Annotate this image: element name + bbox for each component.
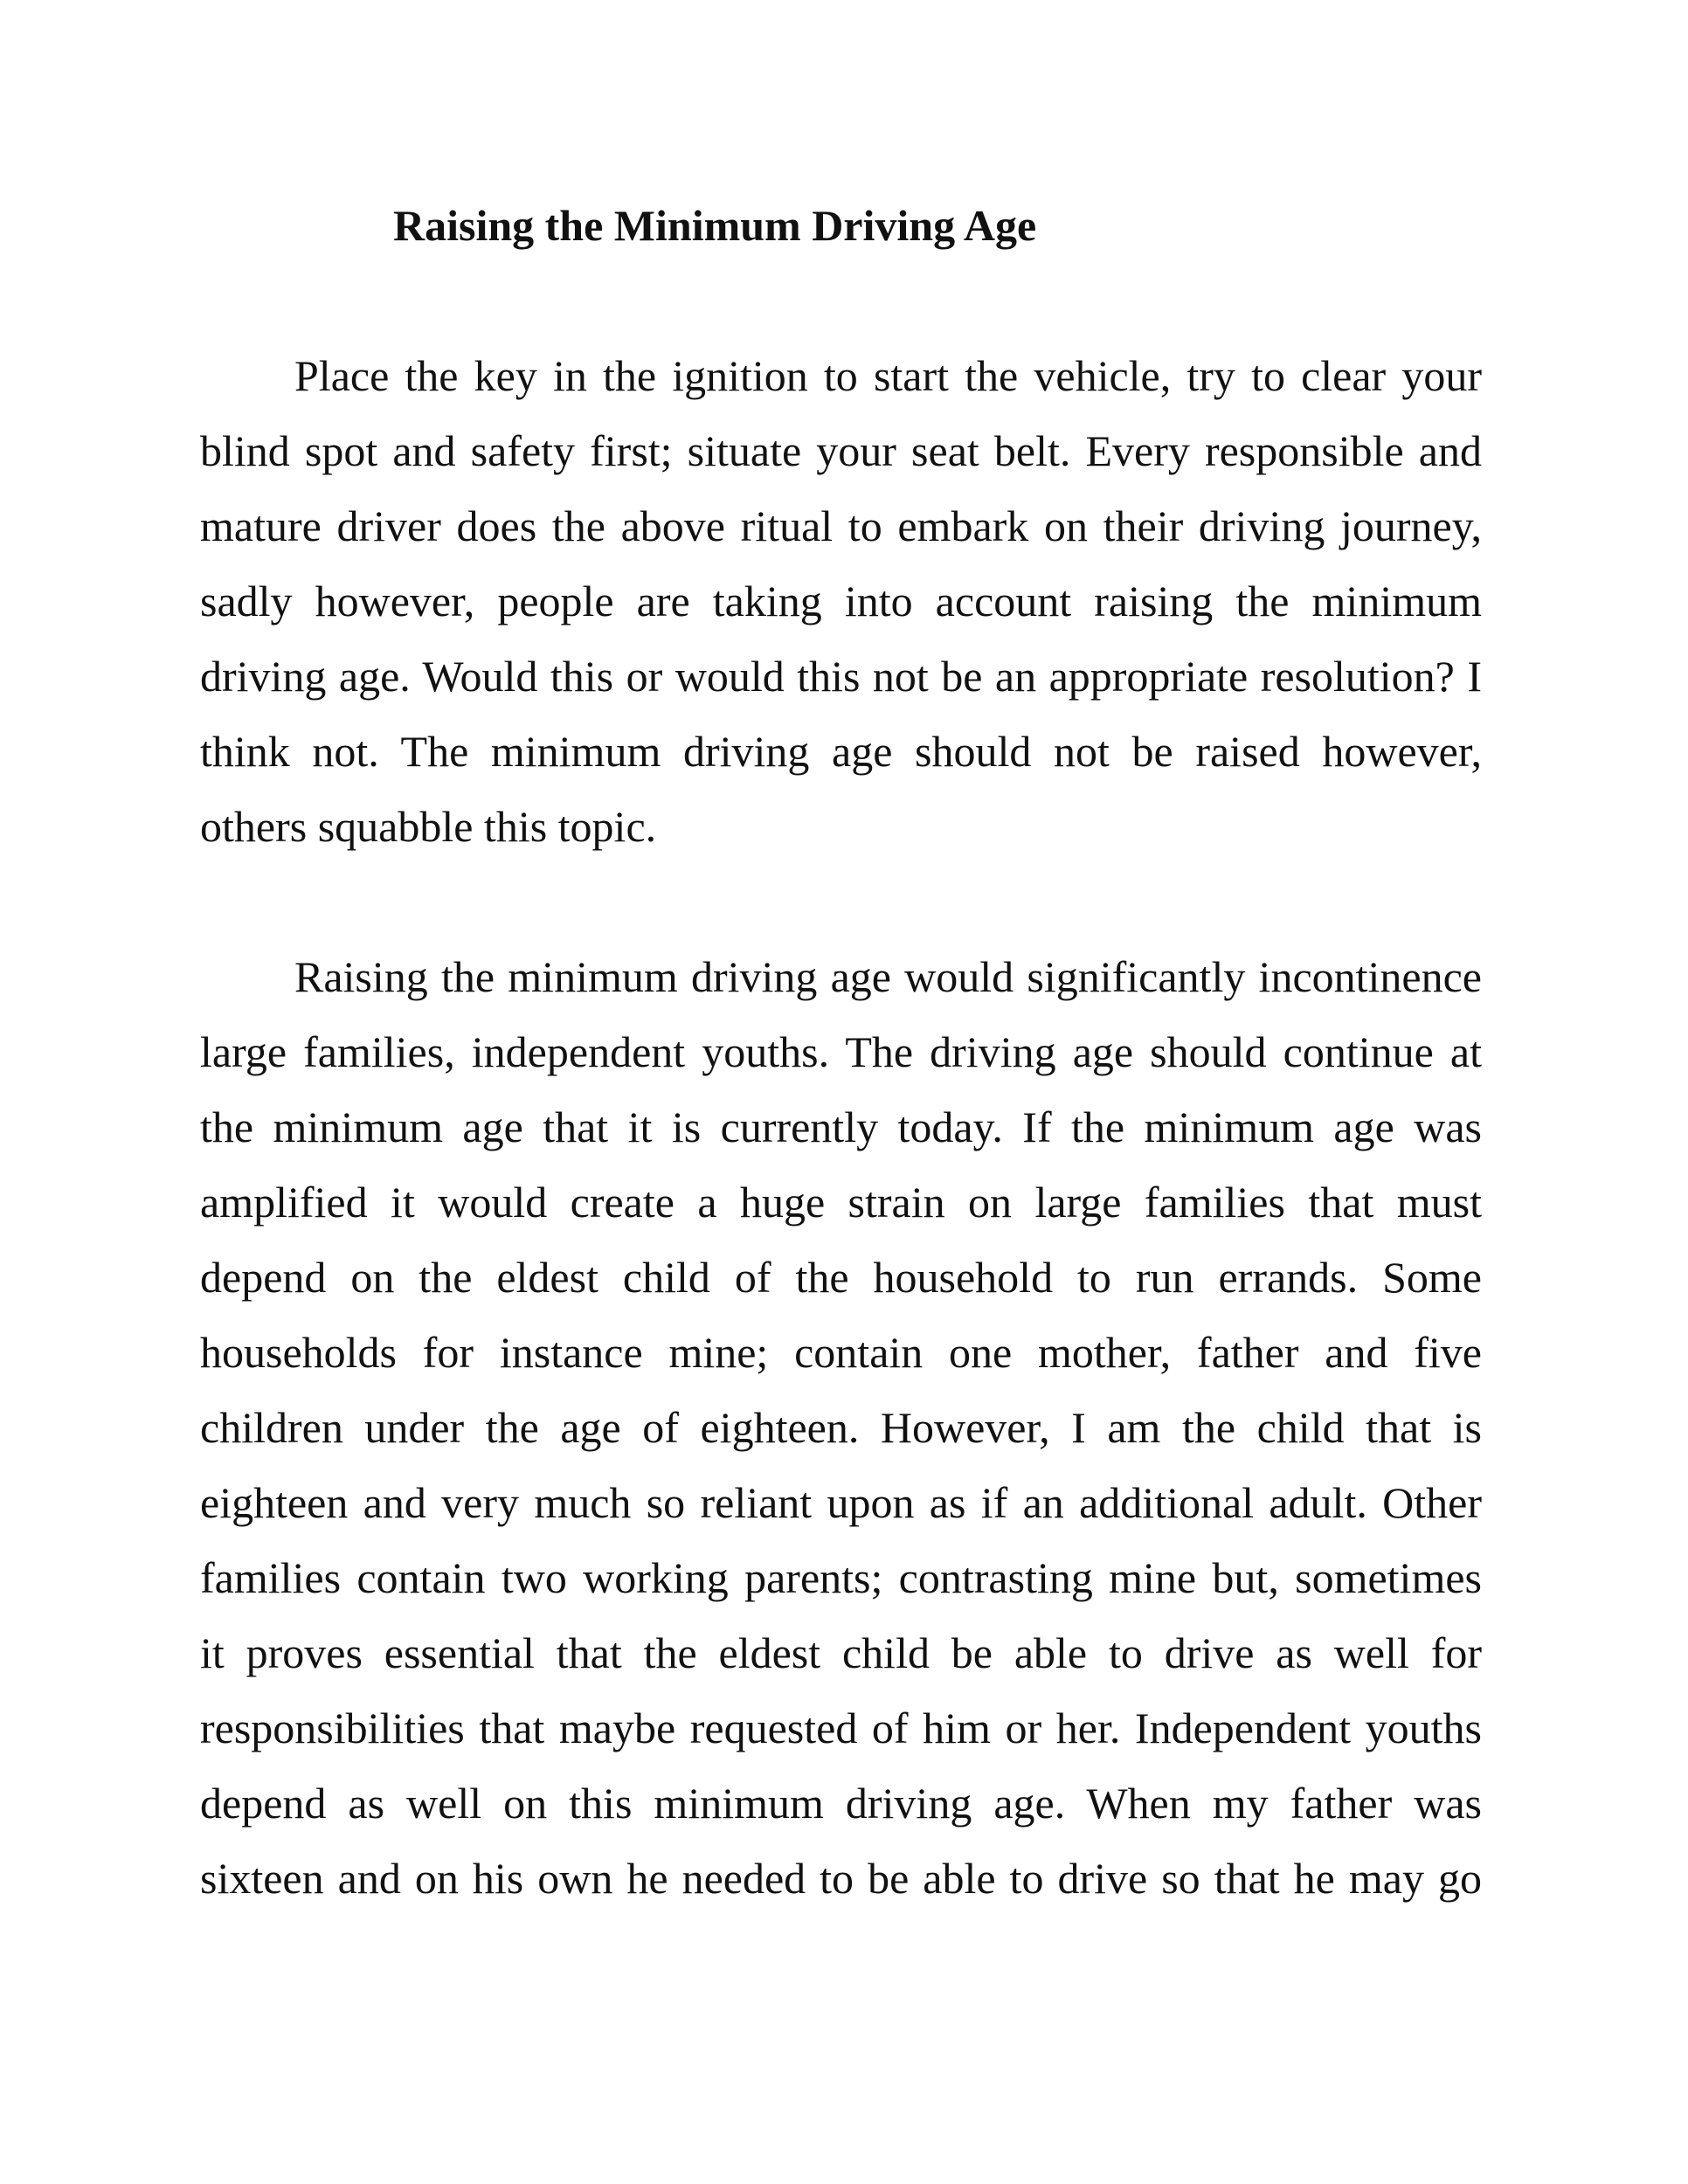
document-title: Raising the Minimum Driving Age (393, 201, 1037, 250)
paragraph-2-line: children under the age of eighteen. However, I am the child that is (200, 1403, 1482, 1452)
paragraph-1-line: mature driver does the above ritual to embark on their driving journey, (200, 501, 1482, 550)
paragraph-1-line: blind spot and safety first; situate your seat belt. Every responsible and (200, 426, 1482, 475)
paragraph-2-line: large families, independent youths. The driving age should continue at (200, 1027, 1482, 1076)
paragraph-2-line: the minimum age that it is currently today. If the minimum age was (200, 1102, 1482, 1151)
paragraph-1-line: others squabble this topic. (200, 802, 657, 851)
paragraph-2-line: sixteen and on his own he needed to be able to drive so that he may go (200, 1854, 1482, 1903)
paragraph-2-line: families contain two working parents; contrasting mine but, sometimes (200, 1553, 1482, 1602)
paragraph-2-line: households for instance mine; contain one mother, father and five (200, 1328, 1482, 1377)
paragraph-2-line: responsibilities that maybe requested of him or her. Independent youths (200, 1704, 1482, 1752)
paragraph-2-line: depend on the eldest child of the household to run errands. Some (200, 1253, 1482, 1302)
paragraph-2-line: eighteen and very much so reliant upon as if an additional adult. Other (200, 1478, 1482, 1527)
paragraph-2-line: it proves essential that the eldest child be able to drive as well for (200, 1628, 1482, 1677)
paragraph-2-line: amplified it would create a huge strain on large families that must (200, 1178, 1482, 1227)
paragraph-1-line: driving age. Would this or would this not be an appropriate resolution? I (200, 652, 1482, 701)
paragraph-2-line: depend as well on this minimum driving age. When my father was (200, 1779, 1482, 1828)
paragraph-1-line: Place the key in the ignition to start the vehicle, try to clear your (294, 351, 1482, 400)
paragraph-1-line: think not. The minimum driving age should not be raised however, (200, 727, 1482, 776)
paragraph-1-line: sadly however, people are taking into account raising the minimum (200, 577, 1482, 625)
paragraph-2-line: Raising the minimum driving age would significantly incontinence (294, 952, 1482, 1001)
